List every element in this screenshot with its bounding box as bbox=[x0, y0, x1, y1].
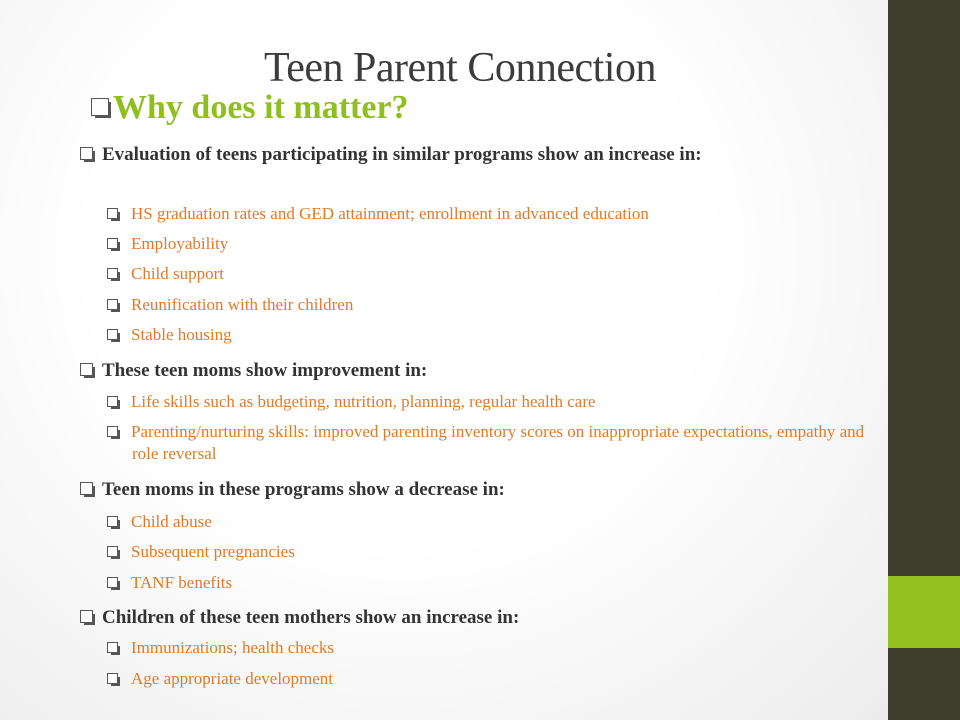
bullet-level2 bbox=[107, 263, 872, 285]
checkbox-bullet-icon bbox=[107, 238, 118, 249]
checkbox-bullet-icon bbox=[107, 208, 118, 219]
sidebar-accent-block bbox=[888, 576, 960, 648]
bullet-text: Child abuse bbox=[131, 512, 212, 531]
slide-title: Teen Parent Connection bbox=[264, 45, 656, 91]
bullet-text: Stable housing bbox=[131, 325, 232, 344]
bullet-level1 bbox=[80, 358, 862, 383]
section-heading bbox=[91, 88, 409, 128]
checkbox-bullet-icon bbox=[107, 396, 118, 407]
bullet-text: Subsequent pregnancies bbox=[131, 542, 295, 561]
bullet-level2 bbox=[107, 421, 872, 465]
checkbox-bullet-icon bbox=[80, 482, 93, 495]
bullet-text: HS graduation rates and GED attainment; enrollment in advanced education bbox=[131, 204, 649, 223]
checkbox-bullet-icon bbox=[107, 426, 118, 437]
checkbox-bullet-icon bbox=[80, 147, 93, 160]
checkbox-bullet-icon bbox=[107, 268, 118, 279]
bullet-level2 bbox=[107, 541, 872, 563]
bullet-level2 bbox=[107, 294, 872, 316]
checkbox-bullet-icon bbox=[91, 98, 109, 116]
bullet-level2 bbox=[107, 324, 872, 346]
bullet-level2 bbox=[107, 391, 872, 413]
bullet-text: Immunizations; health checks bbox=[131, 638, 334, 657]
bullet-level2 bbox=[107, 511, 872, 533]
bullet-text: Child support bbox=[131, 264, 225, 283]
checkbox-bullet-icon bbox=[107, 299, 118, 310]
bullet-level2 bbox=[107, 572, 872, 594]
bullet-text: Teen moms in these programs show a decrease in: bbox=[102, 479, 505, 500]
checkbox-bullet-icon bbox=[107, 329, 118, 340]
checkbox-bullet-icon bbox=[107, 577, 118, 588]
bullet-text: Evaluation of teens participating in similar programs show an increase in: bbox=[102, 144, 702, 165]
bullet-level1 bbox=[80, 142, 862, 167]
bullet-text: TANF benefits bbox=[131, 573, 233, 592]
checkbox-bullet-icon bbox=[107, 546, 118, 557]
bullet-text: Parenting/nurturing skills: improved parenting inventory scores on inappropriate expectations, empathy and role reversal bbox=[131, 422, 865, 463]
section-heading-text: Why does it matter? bbox=[113, 89, 409, 126]
checkbox-bullet-icon bbox=[80, 363, 93, 376]
bullet-text: These teen moms show improvement in: bbox=[102, 360, 428, 381]
bullet-level1 bbox=[80, 605, 862, 630]
checkbox-bullet-icon bbox=[107, 516, 118, 527]
bullet-text: Employability bbox=[131, 234, 229, 253]
bullet-level2 bbox=[107, 668, 872, 690]
bullet-level2 bbox=[107, 203, 872, 225]
bullet-text: Age appropriate development bbox=[131, 669, 334, 688]
bullet-level2 bbox=[107, 637, 872, 659]
checkbox-bullet-icon bbox=[107, 673, 118, 684]
bullet-text: Life skills such as budgeting, nutrition, planning, regular health care bbox=[131, 392, 596, 411]
checkbox-bullet-icon bbox=[80, 610, 93, 623]
bullet-level1 bbox=[80, 477, 862, 502]
bullet-level2 bbox=[107, 233, 872, 255]
checkbox-bullet-icon bbox=[107, 642, 118, 653]
bullet-text: Children of these teen mothers show an increase in: bbox=[102, 607, 520, 628]
bullet-text: Reunification with their children bbox=[131, 295, 354, 314]
